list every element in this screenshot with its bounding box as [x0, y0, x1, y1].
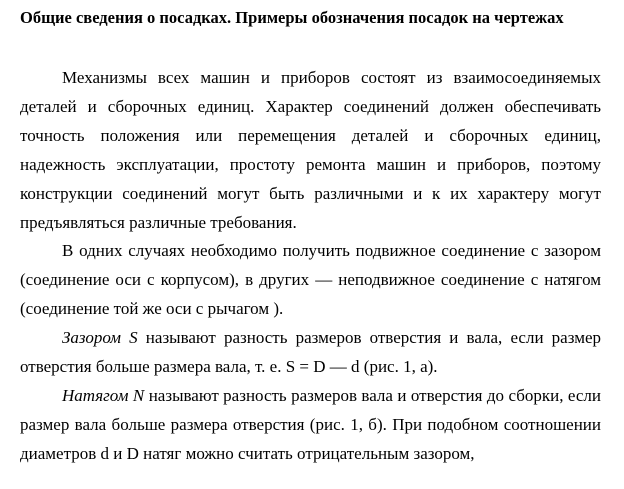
paragraph-intro — [20, 64, 601, 237]
paragraph-interference-text: называют разность размеров вала и отверстия до сборки, если размер вала больше размера отверстия (рис. 1, б). При подобном соотношении диаметров d и D натяг можно считать отрицательным зазором, — [20, 385, 602, 463]
term-interference: Натягом N — [62, 385, 145, 405]
paragraph-clearance — [20, 324, 601, 382]
paragraph-clearance-text: называют разность размеров отверстия и вала, если размер отверстия больше размера вала, т. е. S = D — d (рис. 1, а). — [20, 328, 601, 377]
paragraph-intro-text: Механизмы всех машин и приборов состоят из взаимосоединяемых деталей и сборочных единиц. Характер соединений должен обеспечивать точность положения или перемещения деталей и сборочных единиц, надежность эксплуатации, простоту ремонта машин и приборов, поэтому конструкции соединений могут быть различными и к их характеру могут предъявляться различные требования. — [20, 68, 601, 232]
section-title: Общие сведения о посадках. Примеры обозначения посадок на чертежах — [20, 8, 564, 27]
paragraph-fit-types-text: В одних случаях необходимо получить подвижное соединение с зазором (соединение оси с корпусом), в других — неподвижное соединение с натягом (соединение той же оси с рычагом ). — [20, 241, 601, 319]
body-text — [20, 64, 601, 469]
term-clearance: Зазором S — [62, 328, 138, 348]
paragraph-fit-types — [20, 237, 601, 324]
paragraph-interference — [20, 382, 601, 469]
